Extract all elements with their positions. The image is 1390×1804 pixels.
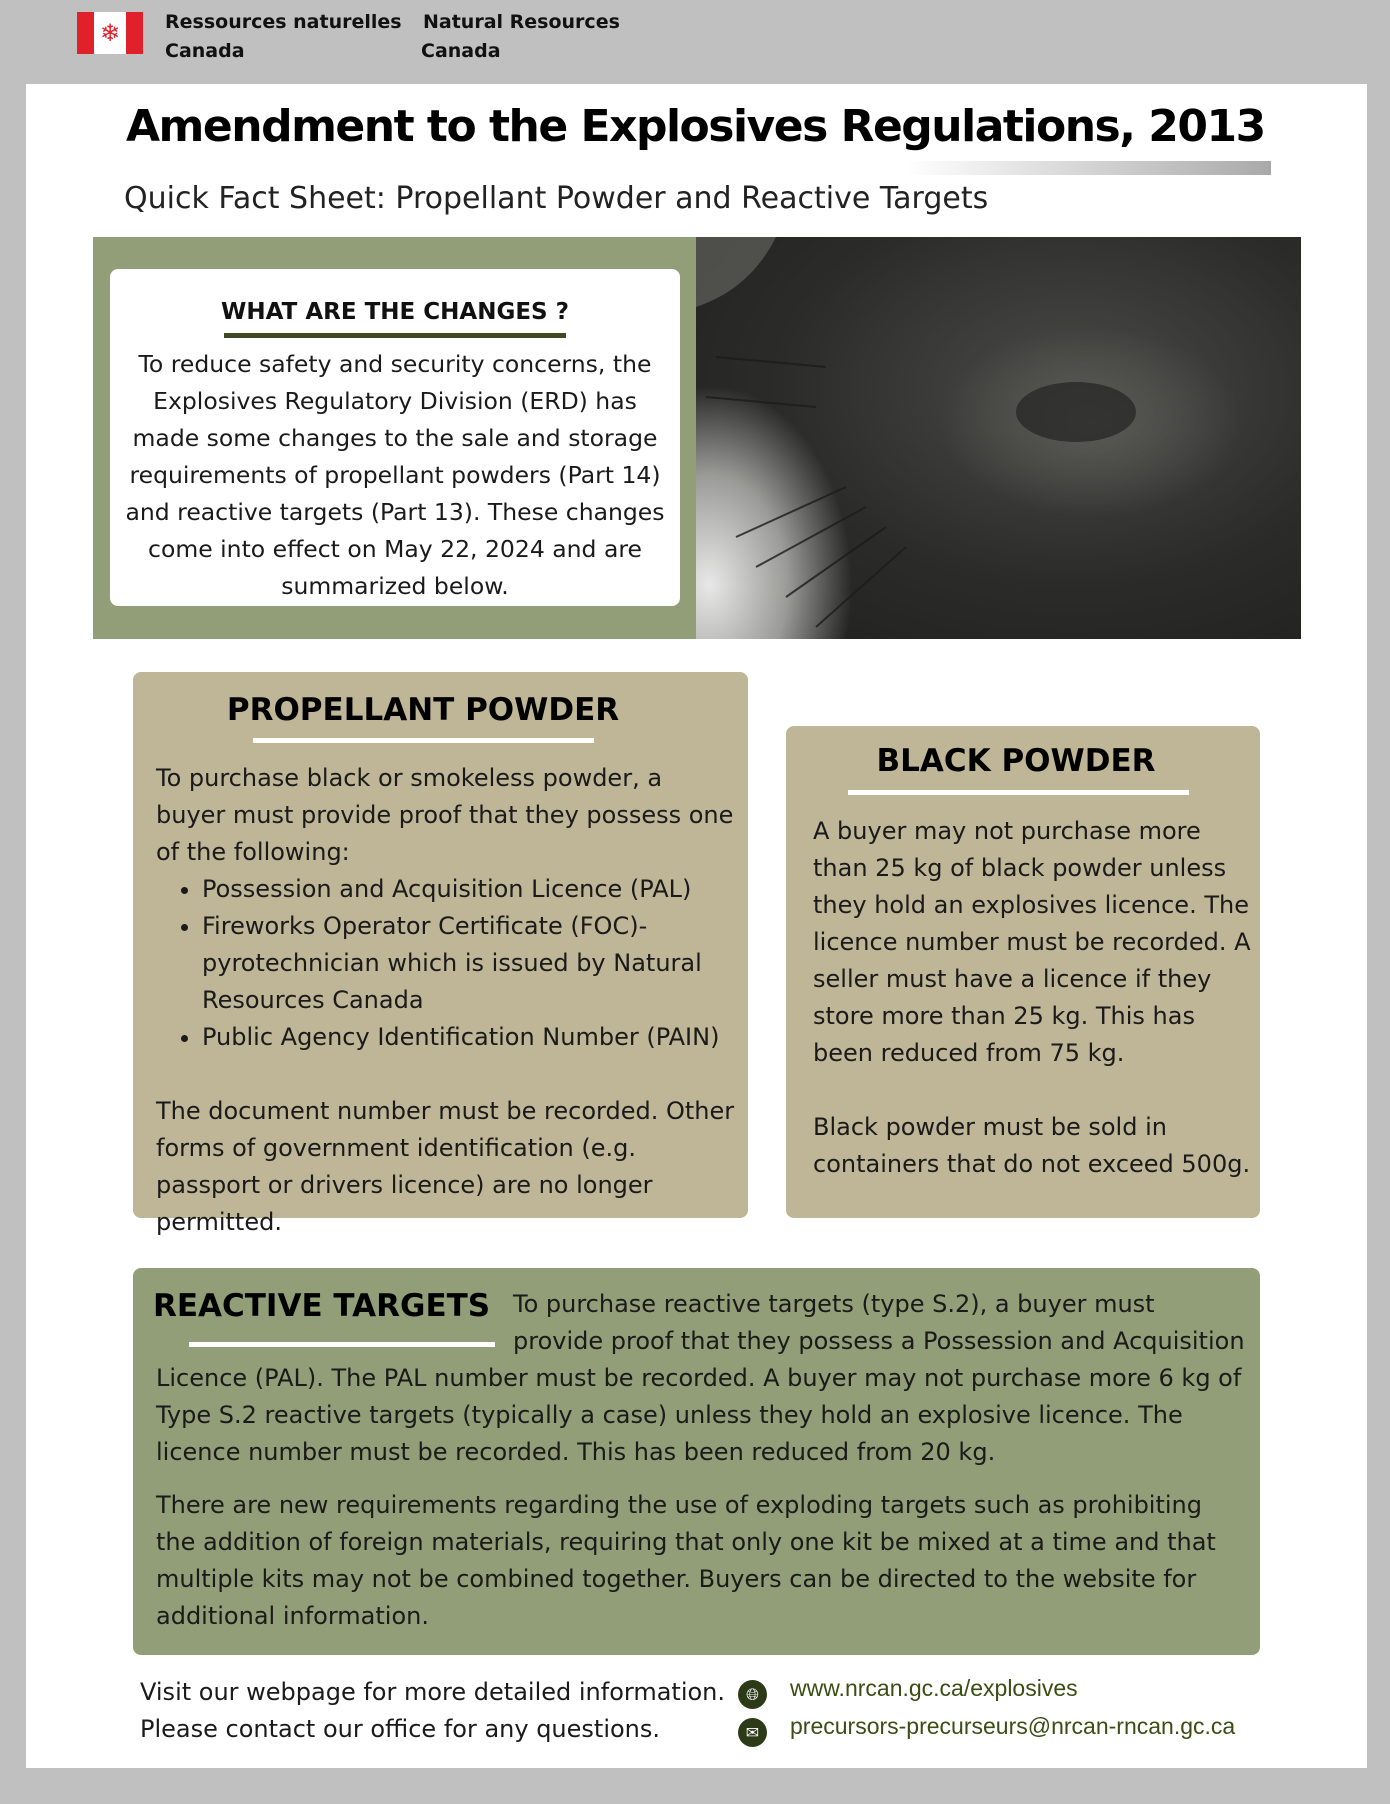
changes-heading-underline — [224, 333, 566, 338]
envelope-icon: ✉ — [738, 1718, 767, 1747]
title-gradient-rule — [906, 161, 1271, 175]
propellant-powder-panel — [133, 672, 748, 1236]
contact-note — [140, 1674, 725, 1748]
accepted-documents-list — [156, 871, 736, 1056]
document-subtitle: Quick Fact Sheet: Propellant Powder and Reactive Targets — [124, 181, 989, 216]
webpage-note: Visit our webpage for more detailed information. — [140, 1678, 726, 1706]
changes-heading: WHAT ARE THE CHANGES ? — [221, 299, 569, 325]
department-name-french: Ressources naturelles Canada — [165, 11, 402, 62]
globe-icon: 🌐︎ — [738, 1680, 767, 1709]
black-powder-container-text: Black powder must be sold in containers that do not exceed 500g. — [813, 1113, 1251, 1178]
email-link[interactable]: precursors-precurseurs@nrcan-rncan.gc.ca — [790, 1713, 1236, 1739]
fact-sheet-page — [26, 84, 1367, 1768]
changes-body-text: To reduce safety and security concerns, the Explosives Regulatory Division (ERD) has made some changes to the sale and storage requirements of propellant powders (Part 14) and reactive targets (Part 13). These changes come into effect on May 22, 2024 and are summarized below. — [125, 350, 665, 600]
reactive-requirements-text: There are new requirements regarding the use of exploding targets such as prohibiting the addition of foreign materials, requiring that only one kit be mixed at a time and that multiple kits may not be combined together. Buyers can be directed to the website for additional information. — [156, 1491, 1216, 1630]
black-powder-panel — [786, 726, 1260, 1218]
contact-office-note: Please contact our office for any questions. — [140, 1715, 661, 1743]
reactive-targets-panel — [133, 1268, 1260, 1655]
powder-photo-illustration — [696, 237, 1301, 639]
reactive-targets-heading: REACTIVE TARGETS — [153, 1288, 491, 1324]
propellant-closing-text: The document number must be recorded. Other forms of government identification (e.g. passport or drivers licence) are no longer permitted. — [156, 1097, 735, 1236]
changes-hero-section — [93, 237, 1301, 639]
list-item: • Fireworks Operator Certificate (FOC)- pyrotechnician which is issued by Natural Resources Canada — [202, 908, 736, 1019]
changes-panel-background — [93, 237, 696, 639]
propellant-powder-heading: PROPELLANT POWDER — [226, 692, 620, 728]
reactive-purchase-text: To purchase reactive targets (type S.2), a buyer must provide proof that they possess a Possession and Acquisition Licence (PAL). The PAL number must be recorded. A buyer may not purchase more 6 kg of Type S.2 reactive targets (typically a case) unless they hold an explosive licence. The licence number must be recorded. This has been reduced from 20 kg. — [156, 1290, 1245, 1466]
list-item: • Public Agency Identification Number (PAIN) — [202, 1019, 736, 1056]
website-link[interactable]: www.nrcan.gc.ca/explosives — [790, 1675, 1078, 1701]
reactive-heading-underline — [189, 1342, 495, 1347]
list-item: • Possession and Acquisition Licence (PAL) — [202, 871, 736, 908]
canada-flag-icon: ❄ — [77, 12, 143, 54]
changes-summary-card — [110, 269, 680, 606]
propellant-heading-underline — [253, 738, 594, 743]
department-name-english: Natural Resources Canada — [421, 11, 620, 62]
government-header — [0, 0, 1390, 84]
black-powder-heading: BLACK POWDER — [876, 743, 1156, 779]
propellant-intro-text: To purchase black or smokeless powder, a buyer must provide proof that they possess one of the following: — [156, 764, 734, 866]
black-powder-heading-underline — [848, 790, 1189, 795]
black-powder-limit-text: A buyer may not purchase more than 25 kg of black powder unless they hold an explosives licence. The licence number must be recorded. A seller must have a licence if they store more than 25 kg. This has been reduced from 75 kg. — [813, 817, 1251, 1067]
powder-photo — [696, 237, 1301, 639]
document-title: Amendment to the Explosives Regulations, 2013 — [126, 101, 1265, 152]
